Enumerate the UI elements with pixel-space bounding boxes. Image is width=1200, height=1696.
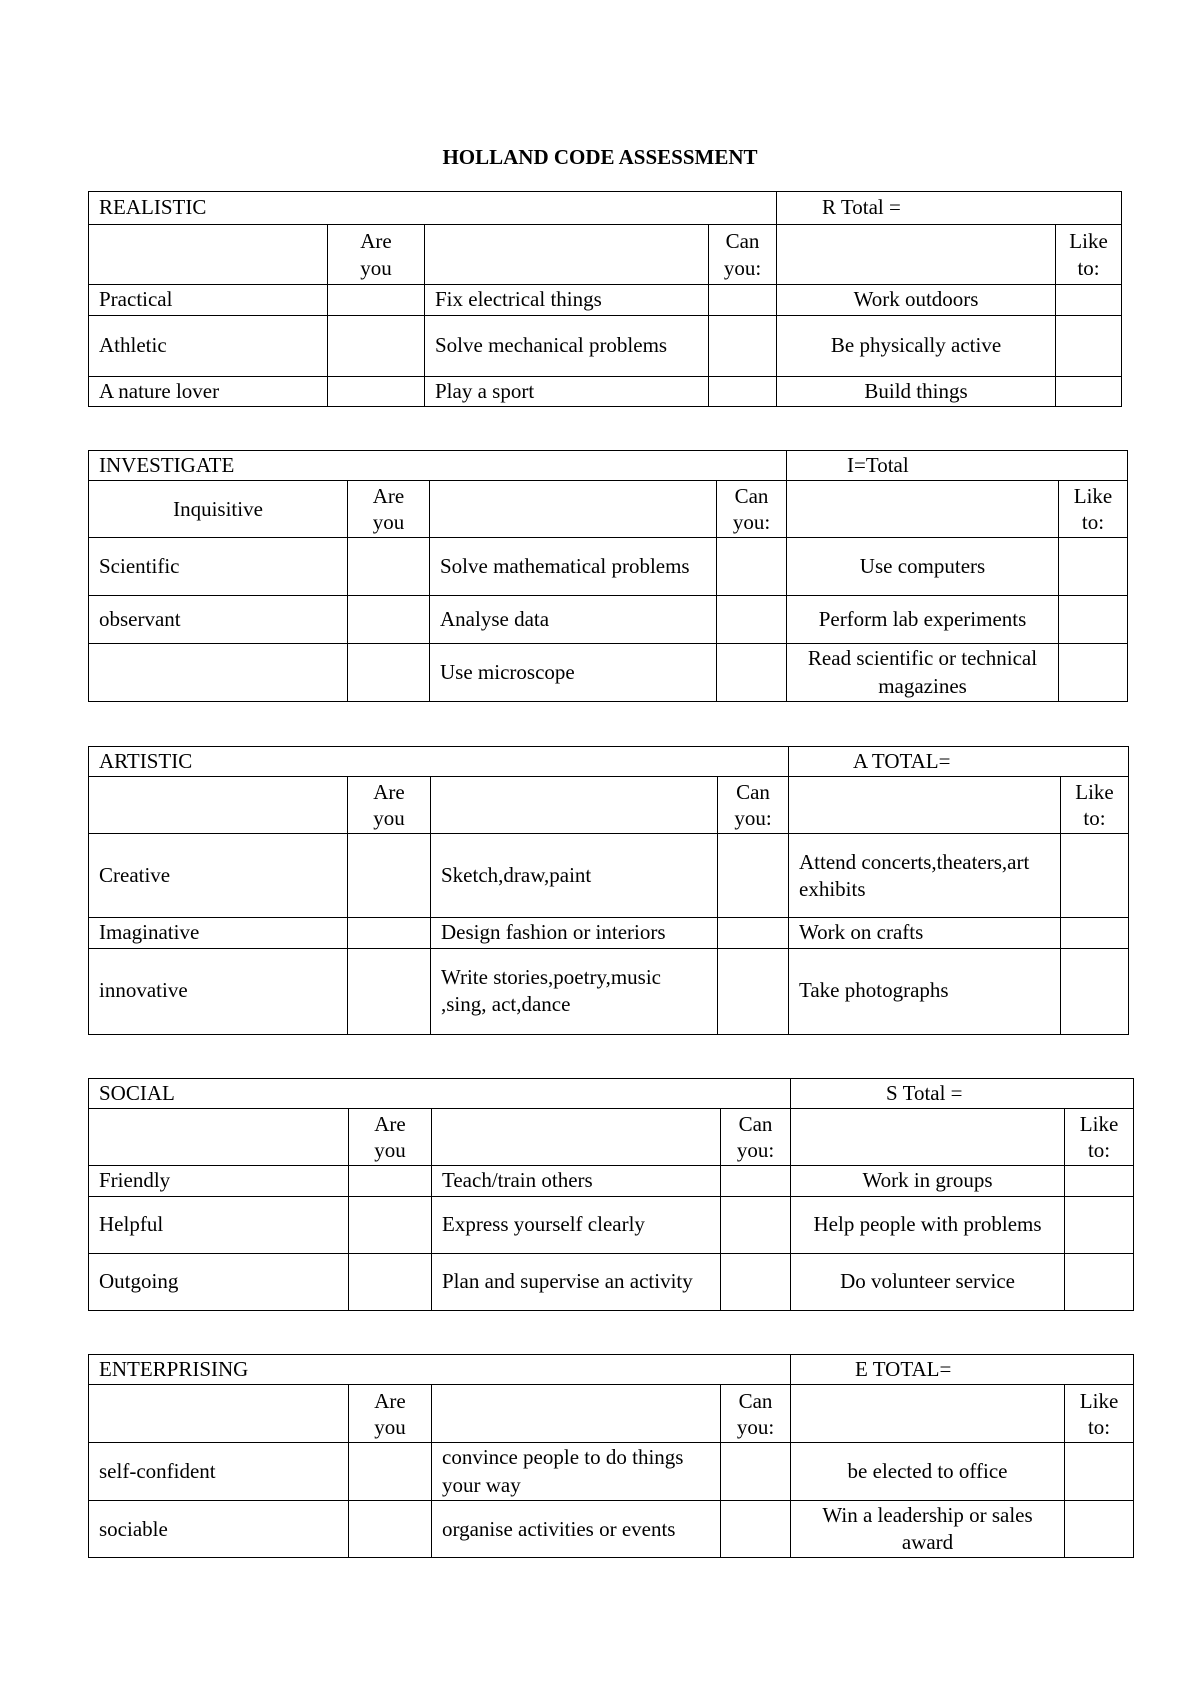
are-you-checkbox-cell[interactable]	[328, 377, 425, 407]
table-row	[89, 596, 1128, 644]
blank-header-cell	[430, 481, 717, 538]
like-to-checkbox-cell[interactable]	[1061, 918, 1129, 948]
can-you-checkbox-cell[interactable]	[721, 1443, 791, 1501]
blank-header-cell	[431, 777, 718, 834]
blank-header-cell	[432, 1385, 721, 1443]
like-activity: Work outdoors	[777, 285, 1056, 316]
section-total: R Total =	[777, 192, 1122, 225]
can-activity: Solve mathematical problems	[430, 538, 717, 596]
can-you-checkbox-cell[interactable]	[717, 538, 787, 596]
like-activity: Work in groups	[791, 1166, 1065, 1196]
col-header-can-you: Can you:	[718, 777, 789, 834]
can-activity: Write stories,poetry,music ,sing, act,dance	[431, 948, 718, 1034]
are-you-checkbox-cell[interactable]	[348, 644, 430, 702]
table-row	[89, 948, 1129, 1034]
can-activity: Use microscope	[430, 644, 717, 702]
section-name: ENTERPRISING	[89, 1355, 791, 1385]
can-you-checkbox-cell[interactable]	[709, 316, 777, 377]
table-row	[89, 1166, 1134, 1196]
table-row	[89, 1253, 1134, 1310]
trait-label: Outgoing	[89, 1253, 349, 1310]
header-label-cell	[89, 1385, 349, 1443]
can-you-checkbox-cell[interactable]	[709, 285, 777, 316]
section-total: A TOTAL=	[789, 747, 1129, 777]
are-you-checkbox-cell[interactable]	[348, 538, 430, 596]
trait-label: innovative	[89, 948, 348, 1034]
blank-header-cell	[777, 225, 1056, 285]
header-label-cell: Inquisitive	[89, 481, 348, 538]
table-row	[89, 1443, 1134, 1501]
trait-label: Scientific	[89, 538, 348, 596]
are-you-checkbox-cell[interactable]	[348, 834, 431, 918]
like-activity: Perform lab experiments	[787, 596, 1059, 644]
col-header-can-you: Can you:	[717, 481, 787, 538]
table-row	[89, 538, 1128, 596]
col-header-can-you: Can you:	[709, 225, 777, 285]
can-you-checkbox-cell[interactable]	[717, 596, 787, 644]
are-you-checkbox-cell[interactable]	[348, 596, 430, 644]
like-to-checkbox-cell[interactable]	[1059, 538, 1128, 596]
like-activity: Be physically active	[777, 316, 1056, 377]
like-to-checkbox-cell[interactable]	[1059, 596, 1128, 644]
are-you-checkbox-cell[interactable]	[349, 1443, 432, 1501]
like-activity: Help people with problems	[791, 1196, 1065, 1253]
social-table	[88, 1078, 1134, 1311]
like-to-checkbox-cell[interactable]	[1065, 1196, 1134, 1253]
can-you-checkbox-cell[interactable]	[717, 644, 787, 702]
col-header-are-you: Are you	[328, 225, 425, 285]
table-row	[89, 644, 1128, 702]
header-label-cell	[89, 225, 328, 285]
trait-label	[89, 644, 348, 702]
like-to-checkbox-cell[interactable]	[1056, 285, 1122, 316]
can-you-checkbox-cell[interactable]	[718, 834, 789, 918]
are-you-checkbox-cell[interactable]	[348, 948, 431, 1034]
blank-header-cell	[789, 777, 1061, 834]
table-row	[89, 834, 1129, 918]
blank-header-cell	[432, 1109, 721, 1166]
can-activity: Sketch,draw,paint	[431, 834, 718, 918]
like-activity: Attend concerts,theaters,art exhibits	[789, 834, 1061, 918]
can-you-checkbox-cell[interactable]	[721, 1253, 791, 1310]
enterprising-table	[88, 1354, 1134, 1558]
section-name: REALISTIC	[89, 192, 777, 225]
can-you-checkbox-cell[interactable]	[718, 918, 789, 948]
blank-header-cell	[791, 1109, 1065, 1166]
blank-header-cell	[791, 1385, 1065, 1443]
col-header-like-to: Like to:	[1059, 481, 1128, 538]
header-label-cell	[89, 777, 348, 834]
col-header-like-to: Like to:	[1065, 1109, 1134, 1166]
col-header-can-you: Can you:	[721, 1385, 791, 1443]
like-activity: Do volunteer service	[791, 1253, 1065, 1310]
can-you-checkbox-cell[interactable]	[721, 1500, 791, 1558]
table-row	[89, 377, 1122, 407]
are-you-checkbox-cell[interactable]	[348, 918, 431, 948]
blank-header-cell	[787, 481, 1059, 538]
table-row	[89, 285, 1122, 316]
section-total: E TOTAL=	[791, 1355, 1134, 1385]
like-activity: be elected to office	[791, 1443, 1065, 1501]
trait-label: Practical	[89, 285, 328, 316]
table-row	[89, 1196, 1134, 1253]
can-activity: Design fashion or interiors	[431, 918, 718, 948]
trait-label: Creative	[89, 834, 348, 918]
like-to-checkbox-cell[interactable]	[1061, 834, 1129, 918]
are-you-checkbox-cell[interactable]	[349, 1500, 432, 1558]
col-header-can-you: Can you:	[721, 1109, 791, 1166]
like-to-checkbox-cell[interactable]	[1065, 1443, 1134, 1501]
like-to-checkbox-cell[interactable]	[1065, 1500, 1134, 1558]
blank-header-cell	[425, 225, 709, 285]
trait-label: sociable	[89, 1500, 349, 1558]
trait-label: observant	[89, 596, 348, 644]
col-header-are-you: Are you	[349, 1385, 432, 1443]
can-activity: convince people to do things your way	[432, 1443, 721, 1501]
like-to-checkbox-cell[interactable]	[1056, 377, 1122, 407]
like-to-checkbox-cell[interactable]	[1056, 316, 1122, 377]
section-name: INVESTIGATE	[89, 451, 787, 481]
like-to-checkbox-cell[interactable]	[1065, 1253, 1134, 1310]
can-activity: Teach/train others	[432, 1166, 721, 1196]
can-activity: Plan and supervise an activity	[432, 1253, 721, 1310]
trait-label: self-confident	[89, 1443, 349, 1501]
can-activity: Solve mechanical problems	[425, 316, 709, 377]
col-header-like-to: Like to:	[1065, 1385, 1134, 1443]
artistic-table	[88, 746, 1129, 1035]
are-you-checkbox-cell[interactable]	[349, 1166, 432, 1196]
are-you-checkbox-cell[interactable]	[328, 285, 425, 316]
col-header-are-you: Are you	[348, 481, 430, 538]
section-total: I=Total	[787, 451, 1128, 481]
like-activity: Win a leadership or sales award	[791, 1500, 1065, 1558]
like-activity: Build things	[777, 377, 1056, 407]
table-row	[89, 1500, 1134, 1558]
can-activity: Fix electrical things	[425, 285, 709, 316]
table-row	[89, 316, 1122, 377]
col-header-are-you: Are you	[348, 777, 431, 834]
like-activity: Use computers	[787, 538, 1059, 596]
can-you-checkbox-cell[interactable]	[721, 1166, 791, 1196]
like-activity: Take photographs	[789, 948, 1061, 1034]
are-you-checkbox-cell[interactable]	[349, 1253, 432, 1310]
col-header-like-to: Like to:	[1061, 777, 1129, 834]
section-name: SOCIAL	[89, 1079, 791, 1109]
document-title: HOLLAND CODE ASSESSMENT	[442, 145, 758, 169]
section-name: ARTISTIC	[89, 747, 789, 777]
investigate-table	[88, 450, 1128, 702]
like-activity: Work on crafts	[789, 918, 1061, 948]
trait-label: A nature lover	[89, 377, 328, 407]
can-you-checkbox-cell[interactable]	[721, 1196, 791, 1253]
can-activity: Play a sport	[425, 377, 709, 407]
can-activity: organise activities or events	[432, 1500, 721, 1558]
are-you-checkbox-cell[interactable]	[328, 316, 425, 377]
col-header-are-you: Are you	[349, 1109, 432, 1166]
like-to-checkbox-cell[interactable]	[1061, 948, 1129, 1034]
can-activity: Express yourself clearly	[432, 1196, 721, 1253]
table-row	[89, 918, 1129, 948]
can-activity: Analyse data	[430, 596, 717, 644]
are-you-checkbox-cell[interactable]	[349, 1196, 432, 1253]
trait-label: Athletic	[89, 316, 328, 377]
col-header-like-to: Like to:	[1056, 225, 1122, 285]
section-total: S Total =	[791, 1079, 1134, 1109]
like-to-checkbox-cell[interactable]	[1059, 644, 1128, 702]
like-to-checkbox-cell[interactable]	[1065, 1166, 1134, 1196]
header-label-cell	[89, 1109, 349, 1166]
trait-label: Friendly	[89, 1166, 349, 1196]
can-you-checkbox-cell[interactable]	[709, 377, 777, 407]
trait-label: Imaginative	[89, 918, 348, 948]
can-you-checkbox-cell[interactable]	[718, 948, 789, 1034]
realistic-table	[88, 191, 1122, 407]
like-activity: Read scientific or technical magazines	[787, 644, 1059, 702]
trait-label: Helpful	[89, 1196, 349, 1253]
